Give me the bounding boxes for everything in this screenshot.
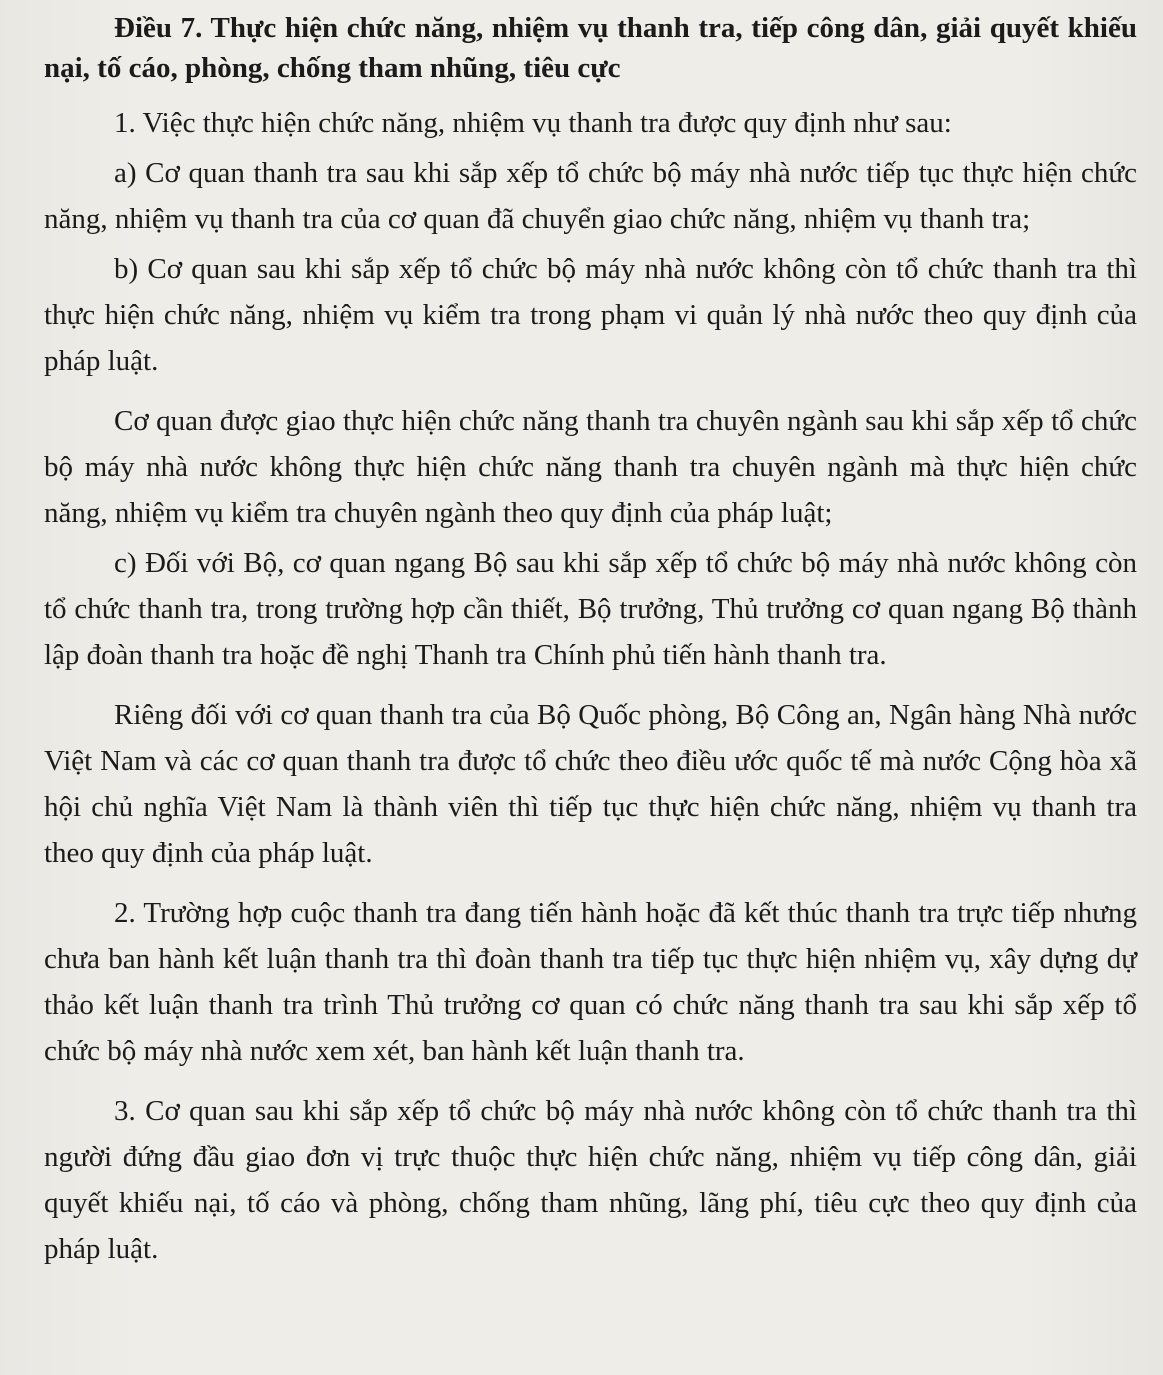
spacer xyxy=(44,876,1137,890)
spacer xyxy=(44,1074,1137,1088)
paragraph-3: 3. Cơ quan sau khi sắp xếp tổ chức bộ máy nhà nước không còn tổ chức thanh tra thì người đứng đầu giao đơn vị trực thuộc thực hiện chức năng, nhiệm vụ tiếp công dân, giải quyết khiếu nại, tố cáo và phòng, chống tham nhũng, lãng phí, tiêu cực theo quy định của pháp luật. xyxy=(44,1095,1137,1265)
paragraph-1: 1. Việc thực hiện chức năng, nhiệm vụ thanh tra được quy định như sau: xyxy=(114,107,952,139)
paragraph-1b: b) Cơ quan sau khi sắp xếp tổ chức bộ máy nhà nước không còn tổ chức thanh tra thì thực hiện chức năng, nhiệm vụ kiểm tra trong phạm vi quản lý nhà nước theo quy định của pháp luật. xyxy=(44,253,1137,377)
paragraph-exception: Riêng đối với cơ quan thanh tra của Bộ Quốc phòng, Bộ Công an, Ngân hàng Nhà nước Việt Nam và các cơ quan thanh tra được tổ chức theo điều ước quốc tế mà nước Cộng hòa xã hội chủ nghĩa Việt Nam là thành viên thì tiếp tục thực hiện chức năng, nhiệm vụ thanh tra theo quy định của pháp luật. xyxy=(44,699,1137,869)
spacer xyxy=(44,384,1137,398)
spacer xyxy=(44,678,1137,692)
paragraph-1c: c) Đối với Bộ, cơ quan ngang Bộ sau khi sắp xếp tổ chức bộ máy nhà nước không còn tổ chức thanh tra, trong trường hợp cần thiết, Bộ trưởng, Thủ trưởng cơ quan ngang Bộ thành lập đoàn thanh tra hoặc đề nghị Thanh tra Chính phủ tiến hành thanh tra. xyxy=(44,547,1137,671)
paragraph-2: 2. Trường hợp cuộc thanh tra đang tiến hành hoặc đã kết thúc thanh tra trực tiếp nhưng chưa ban hành kết luận thanh tra thì đoàn thanh tra tiếp tục thực hiện nhiệm vụ, xây dựng dự thảo kết luận thanh tra trình Thủ trưởng cơ quan có chức năng thanh tra sau khi sắp xếp tổ chức bộ máy nhà nước xem xét, ban hành kết luận thanh tra. xyxy=(44,897,1137,1067)
paragraph-specialized-inspection: Cơ quan được giao thực hiện chức năng thanh tra chuyên ngành sau khi sắp xếp tổ chức bộ máy nhà nước không thực hiện chức năng thanh tra chuyên ngành mà thực hiện chức năng, nhiệm vụ kiểm tra chuyên ngành theo quy định của pháp luật; xyxy=(44,405,1137,529)
paragraph-1a: a) Cơ quan thanh tra sau khi sắp xếp tổ chức bộ máy nhà nước tiếp tục thực hiện chức năng, nhiệm vụ thanh tra của cơ quan đã chuyển giao chức năng, nhiệm vụ thanh tra; xyxy=(44,157,1137,235)
article-title: Điều 7. Thực hiện chức năng, nhiệm vụ thanh tra, tiếp công dân, giải quyết khiếu nại, tố cáo, phòng, chống tham nhũng, tiêu cực xyxy=(44,12,1137,84)
